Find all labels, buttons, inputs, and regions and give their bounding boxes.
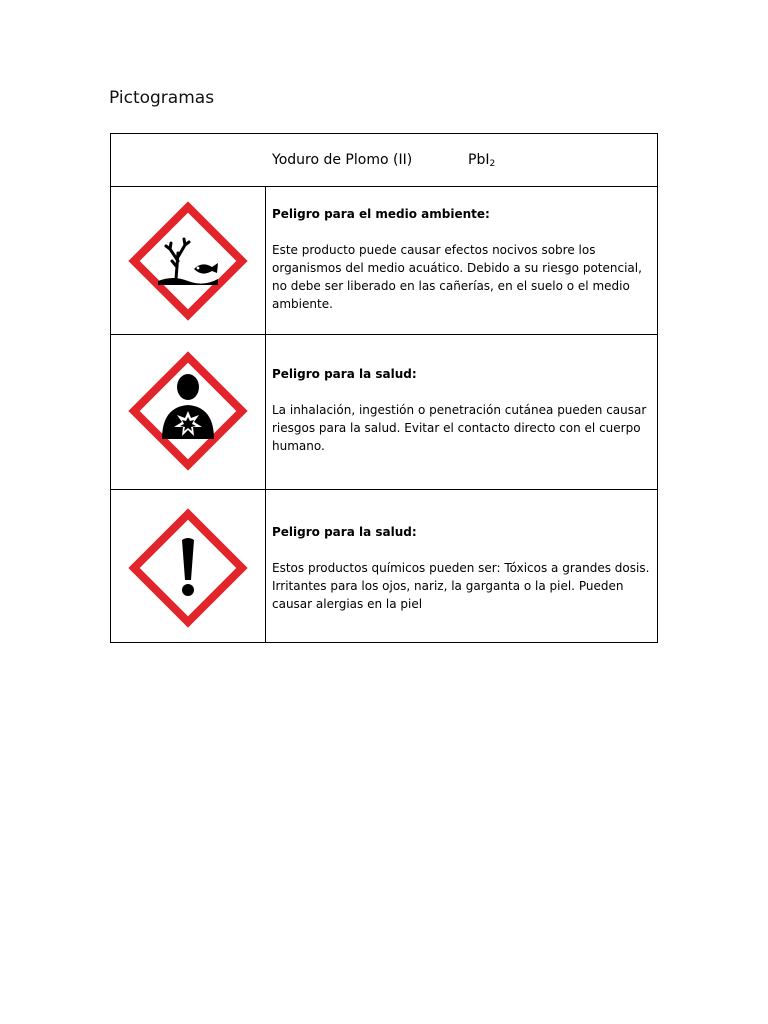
environment-hazard-icon	[128, 201, 248, 321]
hazard-row-environment	[111, 187, 657, 335]
text-cell	[272, 523, 652, 613]
icon-cell	[111, 335, 266, 489]
icon-cell	[111, 490, 266, 642]
hazard-description: Estos productos químicos pueden ser: Tóxicos a grandes dosis. Irritantes para los ojos, nariz, la garganta o la piel. Pueden causar alergias en la piel	[272, 561, 650, 611]
hazard-description: Este producto puede causar efectos nocivos sobre los organismos del medio acuático. Debido a su riesgo potencial, no debe ser liberado en las cañerías, en el suelo o el medio ambiente.	[272, 243, 642, 311]
compound-name: Yoduro de Plomo (II)	[272, 152, 413, 168]
hazard-description: La inhalación, ingestión o penetración cutánea pueden causar riesgos para la salud. Evitar el contacto directo con el cuerpo humano.	[272, 403, 647, 453]
exclamation-hazard-icon	[128, 508, 248, 628]
text-cell	[272, 365, 652, 455]
formula-base: PbI	[468, 152, 490, 168]
icon-cell	[111, 187, 266, 334]
formula-subscript: 2	[489, 159, 496, 169]
hazard-title: Peligro para la salud:	[272, 367, 417, 381]
compound-formula	[468, 150, 495, 174]
health-hazard-icon	[128, 351, 248, 471]
text-cell	[272, 205, 652, 313]
hazard-table	[110, 133, 658, 643]
hazard-row-health	[111, 335, 657, 490]
hazard-row-exclamation	[111, 490, 657, 642]
table-header	[111, 134, 657, 187]
hazard-title: Peligro para el medio ambiente:	[272, 207, 490, 221]
hazard-title: Peligro para la salud:	[272, 525, 417, 539]
page-heading: Pictogramas	[109, 88, 215, 108]
